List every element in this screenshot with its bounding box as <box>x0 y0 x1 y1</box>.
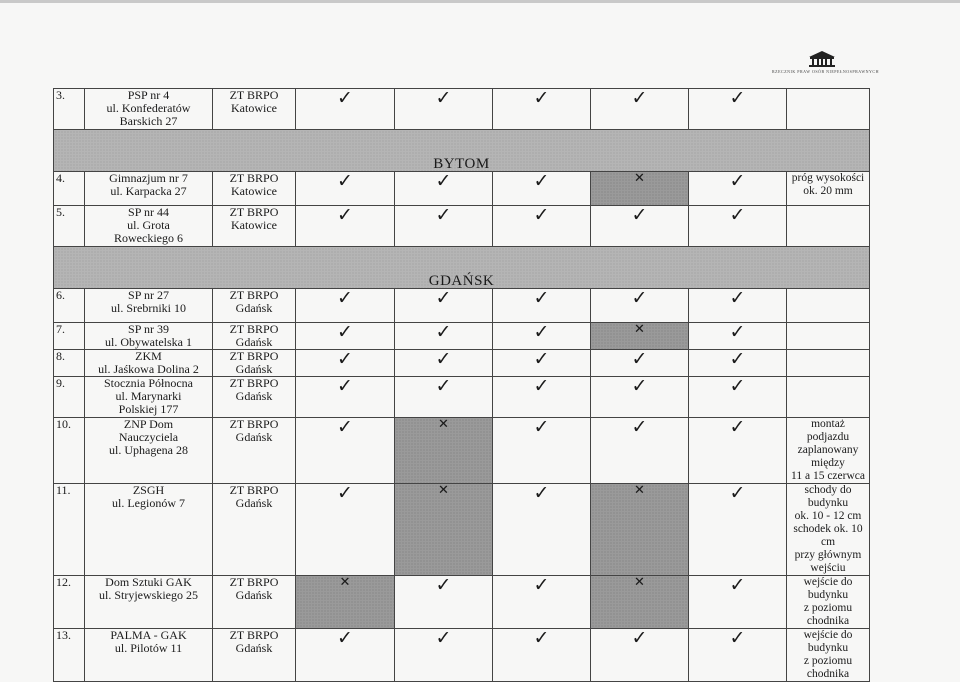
school-name-cell <box>85 289 213 323</box>
school-name-line: ul. Stryjewskiego 25 <box>99 588 198 602</box>
remarks-cell <box>787 377 870 418</box>
check-cell <box>591 377 689 418</box>
check-mark-icon: ✓ <box>533 170 550 192</box>
inspector-line: Gdańsk <box>235 496 273 510</box>
check-mark-icon: ✓ <box>729 321 746 343</box>
check-cell <box>296 323 395 350</box>
check-mark-icon: ✓ <box>435 321 452 343</box>
row-number: 9. <box>54 377 85 418</box>
check-cell <box>493 576 591 629</box>
inspector-line: ZT BRPO <box>229 483 279 497</box>
inspector-line: ZT BRPO <box>229 349 279 363</box>
check-cell <box>395 377 493 418</box>
check-cell <box>395 629 493 682</box>
inspector-line: Katowice <box>231 218 277 232</box>
table-row <box>54 289 870 323</box>
check-cell <box>493 484 591 576</box>
check-cell <box>689 484 787 576</box>
remarks-cell <box>787 206 870 247</box>
check-cell <box>591 629 689 682</box>
check-cell <box>591 289 689 323</box>
table-row <box>54 629 870 682</box>
check-mark-icon: ✓ <box>729 87 746 109</box>
school-name-line: Gimnazjum nr 7 <box>109 171 188 185</box>
inspector-line: ZT BRPO <box>229 171 279 185</box>
check-mark-icon: ✓ <box>435 574 452 596</box>
check-mark-icon: ✓ <box>533 287 550 309</box>
section-row <box>54 247 870 289</box>
school-name-line: SP nr 44 <box>128 205 169 219</box>
school-name-line: Barskich 27 <box>119 114 178 128</box>
check-mark-icon: ✓ <box>337 482 353 504</box>
table-row <box>54 377 870 418</box>
check-mark-icon: ✓ <box>337 348 353 370</box>
school-name-cell <box>85 484 213 576</box>
check-mark-icon: ✓ <box>729 375 746 397</box>
remarks-cell <box>787 172 870 206</box>
school-name-line: SP nr 27 <box>128 288 169 302</box>
check-mark-icon: ✓ <box>533 87 550 109</box>
school-name-cell <box>85 377 213 418</box>
check-mark-icon: ✓ <box>337 87 353 109</box>
table-row <box>54 172 870 206</box>
check-mark-icon: ✓ <box>533 574 550 596</box>
check-mark-icon: ✓ <box>729 416 746 438</box>
check-mark-icon: ✓ <box>533 627 550 649</box>
check-cell <box>493 206 591 247</box>
row-number: 7. <box>54 323 85 350</box>
table-row <box>54 323 870 350</box>
row-number: 12. <box>54 576 85 629</box>
inspector-cell <box>213 576 296 629</box>
inspector-line: Gdańsk <box>235 641 273 655</box>
table-row <box>54 206 870 247</box>
check-mark-icon: ✓ <box>435 348 452 370</box>
school-name-line: ul. Konfederatów <box>106 101 191 115</box>
cross-cell <box>591 484 689 576</box>
inspector-cell <box>213 350 296 377</box>
check-cell <box>395 576 493 629</box>
remarks-cell <box>787 289 870 323</box>
school-name-line: ul. Marynarki <box>115 389 182 403</box>
check-cell <box>689 289 787 323</box>
remarks-line: wejście do budynku <box>803 576 853 601</box>
school-name-line: Polskiej 177 <box>118 402 179 416</box>
check-cell <box>296 89 395 130</box>
check-cell <box>689 206 787 247</box>
school-name-line: PSP nr 4 <box>127 88 170 102</box>
table-row <box>54 418 870 484</box>
table-row <box>54 484 870 576</box>
remarks-cell <box>787 576 870 629</box>
inspector-line: ZT BRPO <box>229 88 279 102</box>
check-cell <box>689 350 787 377</box>
inspector-line: Gdańsk <box>235 588 273 602</box>
inspector-cell <box>213 289 296 323</box>
section-header-bytom: BYTOM <box>54 130 870 172</box>
check-mark-icon: ✓ <box>533 204 550 226</box>
check-mark-icon: ✓ <box>337 375 353 397</box>
check-mark-icon: ✓ <box>435 204 452 226</box>
school-name-cell <box>85 629 213 682</box>
check-cell <box>493 629 591 682</box>
inspector-line: Gdańsk <box>235 335 273 349</box>
school-name-line: Roweckiego 6 <box>114 231 183 245</box>
check-cell <box>689 323 787 350</box>
cross-cell <box>591 576 689 629</box>
check-cell <box>493 89 591 130</box>
accessibility-table <box>53 88 870 682</box>
check-cell <box>395 206 493 247</box>
check-mark-icon: ✓ <box>337 416 353 438</box>
check-mark-icon: ✓ <box>435 627 452 649</box>
check-cell <box>296 484 395 576</box>
section-row <box>54 130 870 172</box>
remarks-line: próg wysokości <box>791 172 865 184</box>
check-cell <box>296 350 395 377</box>
cross-cell <box>591 323 689 350</box>
check-mark-icon: ✓ <box>729 482 746 504</box>
remarks-line: wejście do budynku <box>803 629 853 654</box>
inspector-line: ZT BRPO <box>229 376 279 390</box>
check-mark-icon: ✓ <box>631 204 648 226</box>
row-number: 6. <box>54 289 85 323</box>
check-mark-icon: ✓ <box>729 574 746 596</box>
check-cell <box>591 350 689 377</box>
school-name-cell <box>85 350 213 377</box>
school-name-cell <box>85 323 213 350</box>
inspector-cell <box>213 629 296 682</box>
school-name-line: ul. Karpacka 27 <box>110 184 187 198</box>
school-name-cell <box>85 576 213 629</box>
check-mark-icon: ✓ <box>631 375 648 397</box>
check-cell <box>395 323 493 350</box>
cross-cell <box>395 418 493 484</box>
school-name-line: ul. Jaśkowa Dolina 2 <box>98 362 199 376</box>
check-mark-icon: ✓ <box>337 287 353 309</box>
remarks-cell <box>787 350 870 377</box>
inspector-line: Gdańsk <box>235 430 273 444</box>
row-number: 8. <box>54 350 85 377</box>
check-mark-icon: ✓ <box>337 170 353 192</box>
check-cell <box>493 350 591 377</box>
check-cell <box>395 289 493 323</box>
inspector-line: ZT BRPO <box>229 628 279 642</box>
school-name-line: PALMA - GAK <box>110 628 187 642</box>
check-mark-icon: ✓ <box>729 627 746 649</box>
check-cell <box>296 629 395 682</box>
check-cell <box>689 418 787 484</box>
row-number: 11. <box>54 484 85 576</box>
check-mark-icon: ✓ <box>435 375 452 397</box>
inspector-line: ZT BRPO <box>229 322 279 336</box>
school-name-line: Dom Sztuki GAK <box>105 575 192 589</box>
remarks-line: 11 a 15 czerwca <box>791 470 865 482</box>
inspector-cell <box>213 172 296 206</box>
inspector-cell <box>213 377 296 418</box>
cross-mark-icon: ✕ <box>438 417 449 432</box>
school-name-line: ul. Srebrniki 10 <box>111 301 186 315</box>
remarks-cell <box>787 89 870 130</box>
check-cell <box>395 350 493 377</box>
check-cell <box>296 172 395 206</box>
cross-mark-icon: ✕ <box>339 575 351 590</box>
building-icon <box>807 50 837 68</box>
school-name-cell <box>85 89 213 130</box>
logo-caption: RZECZNIK PRAW OSÓB NIEPEŁNOSPRAWNYCH <box>772 69 879 74</box>
inspector-line: ZT BRPO <box>229 288 279 302</box>
table-row <box>54 350 870 377</box>
cross-cell <box>296 576 395 629</box>
check-cell <box>296 206 395 247</box>
inspector-line: Katowice <box>231 184 277 198</box>
check-cell <box>296 418 395 484</box>
row-number: 5. <box>54 206 85 247</box>
check-cell <box>296 289 395 323</box>
remarks-line: schodek ok. 10 cm <box>793 523 863 548</box>
check-mark-icon: ✓ <box>337 321 353 343</box>
check-cell <box>395 89 493 130</box>
check-cell <box>689 377 787 418</box>
inspector-cell <box>213 206 296 247</box>
remarks-line: z poziomu chodnika <box>803 602 853 627</box>
check-cell <box>591 206 689 247</box>
check-cell <box>296 377 395 418</box>
inspector-cell <box>213 323 296 350</box>
school-name-line: SP nr 39 <box>128 322 169 336</box>
check-mark-icon: ✓ <box>631 416 648 438</box>
school-name-line: ZKM <box>135 349 162 363</box>
inspector-line: ZT BRPO <box>229 417 279 431</box>
school-name-line: ul. Legionów 7 <box>112 496 185 510</box>
school-name-line: ul. Obywatelska 1 <box>105 335 192 349</box>
cross-mark-icon: ✕ <box>634 575 645 590</box>
check-cell <box>689 629 787 682</box>
check-cell <box>395 172 493 206</box>
row-number: 13. <box>54 629 85 682</box>
check-mark-icon: ✓ <box>533 348 550 370</box>
check-mark-icon: ✓ <box>435 287 452 309</box>
check-cell <box>689 172 787 206</box>
row-number: 3. <box>54 89 85 130</box>
scan-top-edge <box>0 0 960 3</box>
inspector-line: ZT BRPO <box>229 205 279 219</box>
remarks-cell <box>787 484 870 576</box>
inspector-line: Gdańsk <box>235 301 273 315</box>
inspector-cell <box>213 484 296 576</box>
check-mark-icon: ✓ <box>337 204 353 226</box>
inspector-line: Gdańsk <box>235 362 273 376</box>
remarks-cell <box>787 418 870 484</box>
check-cell <box>591 89 689 130</box>
check-cell <box>493 418 591 484</box>
inspector-line: Katowice <box>231 101 277 115</box>
inspector-line: Gdańsk <box>235 389 273 403</box>
check-cell <box>689 576 787 629</box>
remarks-line: schody do budynku <box>804 484 852 509</box>
check-mark-icon: ✓ <box>631 348 648 370</box>
remarks-line: ok. 10 - 12 cm <box>794 510 862 522</box>
check-cell <box>689 89 787 130</box>
school-name-cell <box>85 418 213 484</box>
remarks-line: zaplanowany między <box>797 444 859 469</box>
check-mark-icon: ✓ <box>729 204 746 226</box>
check-mark-icon: ✓ <box>337 627 353 649</box>
table-row <box>54 576 870 629</box>
table-row <box>54 89 870 130</box>
office-logo <box>772 50 879 74</box>
inspector-cell <box>213 418 296 484</box>
check-mark-icon: ✓ <box>631 87 648 109</box>
check-mark-icon: ✓ <box>729 170 746 192</box>
cross-mark-icon: ✕ <box>438 483 449 498</box>
check-cell <box>493 289 591 323</box>
section-header-gdansk: GDAŃSK <box>54 247 870 289</box>
inspector-cell <box>213 89 296 130</box>
check-mark-icon: ✓ <box>631 287 648 309</box>
school-name-line: ul. Pilotów 11 <box>114 641 183 655</box>
check-mark-icon: ✓ <box>533 375 550 397</box>
inspector-line: ZT BRPO <box>229 575 279 589</box>
remarks-line: z poziomu chodnika <box>803 655 853 680</box>
check-mark-icon: ✓ <box>533 416 550 438</box>
remarks-cell <box>787 323 870 350</box>
cross-mark-icon: ✕ <box>634 483 645 498</box>
cross-mark-icon: ✕ <box>634 322 645 337</box>
school-name-line: ZNP Dom <box>123 417 174 431</box>
remarks-line: ok. 20 mm <box>803 185 853 197</box>
row-number: 4. <box>54 172 85 206</box>
school-name-line: ZSGH <box>132 483 165 497</box>
cross-cell <box>395 484 493 576</box>
check-cell <box>493 323 591 350</box>
row-number: 10. <box>54 418 85 484</box>
cross-cell <box>591 172 689 206</box>
school-name-cell <box>85 172 213 206</box>
check-cell <box>493 377 591 418</box>
school-name-line: Stocznia Północna <box>104 376 193 390</box>
check-cell <box>493 172 591 206</box>
school-name-cell <box>85 206 213 247</box>
check-mark-icon: ✓ <box>435 87 452 109</box>
school-name-line: Nauczyciela <box>118 430 179 444</box>
check-mark-icon: ✓ <box>533 482 550 504</box>
check-mark-icon: ✓ <box>533 321 550 343</box>
check-mark-icon: ✓ <box>729 287 746 309</box>
check-mark-icon: ✓ <box>729 348 746 370</box>
remarks-line: przy głównym wejściu <box>794 549 862 574</box>
check-mark-icon: ✓ <box>631 627 648 649</box>
check-mark-icon: ✓ <box>435 170 452 192</box>
school-name-line: ul. Uphagena 28 <box>109 443 188 457</box>
remarks-line: montaż podjazdu <box>806 418 850 443</box>
school-name-line: ul. Grota <box>127 218 170 232</box>
check-cell <box>591 418 689 484</box>
cross-mark-icon: ✕ <box>634 171 645 186</box>
remarks-cell <box>787 629 870 682</box>
